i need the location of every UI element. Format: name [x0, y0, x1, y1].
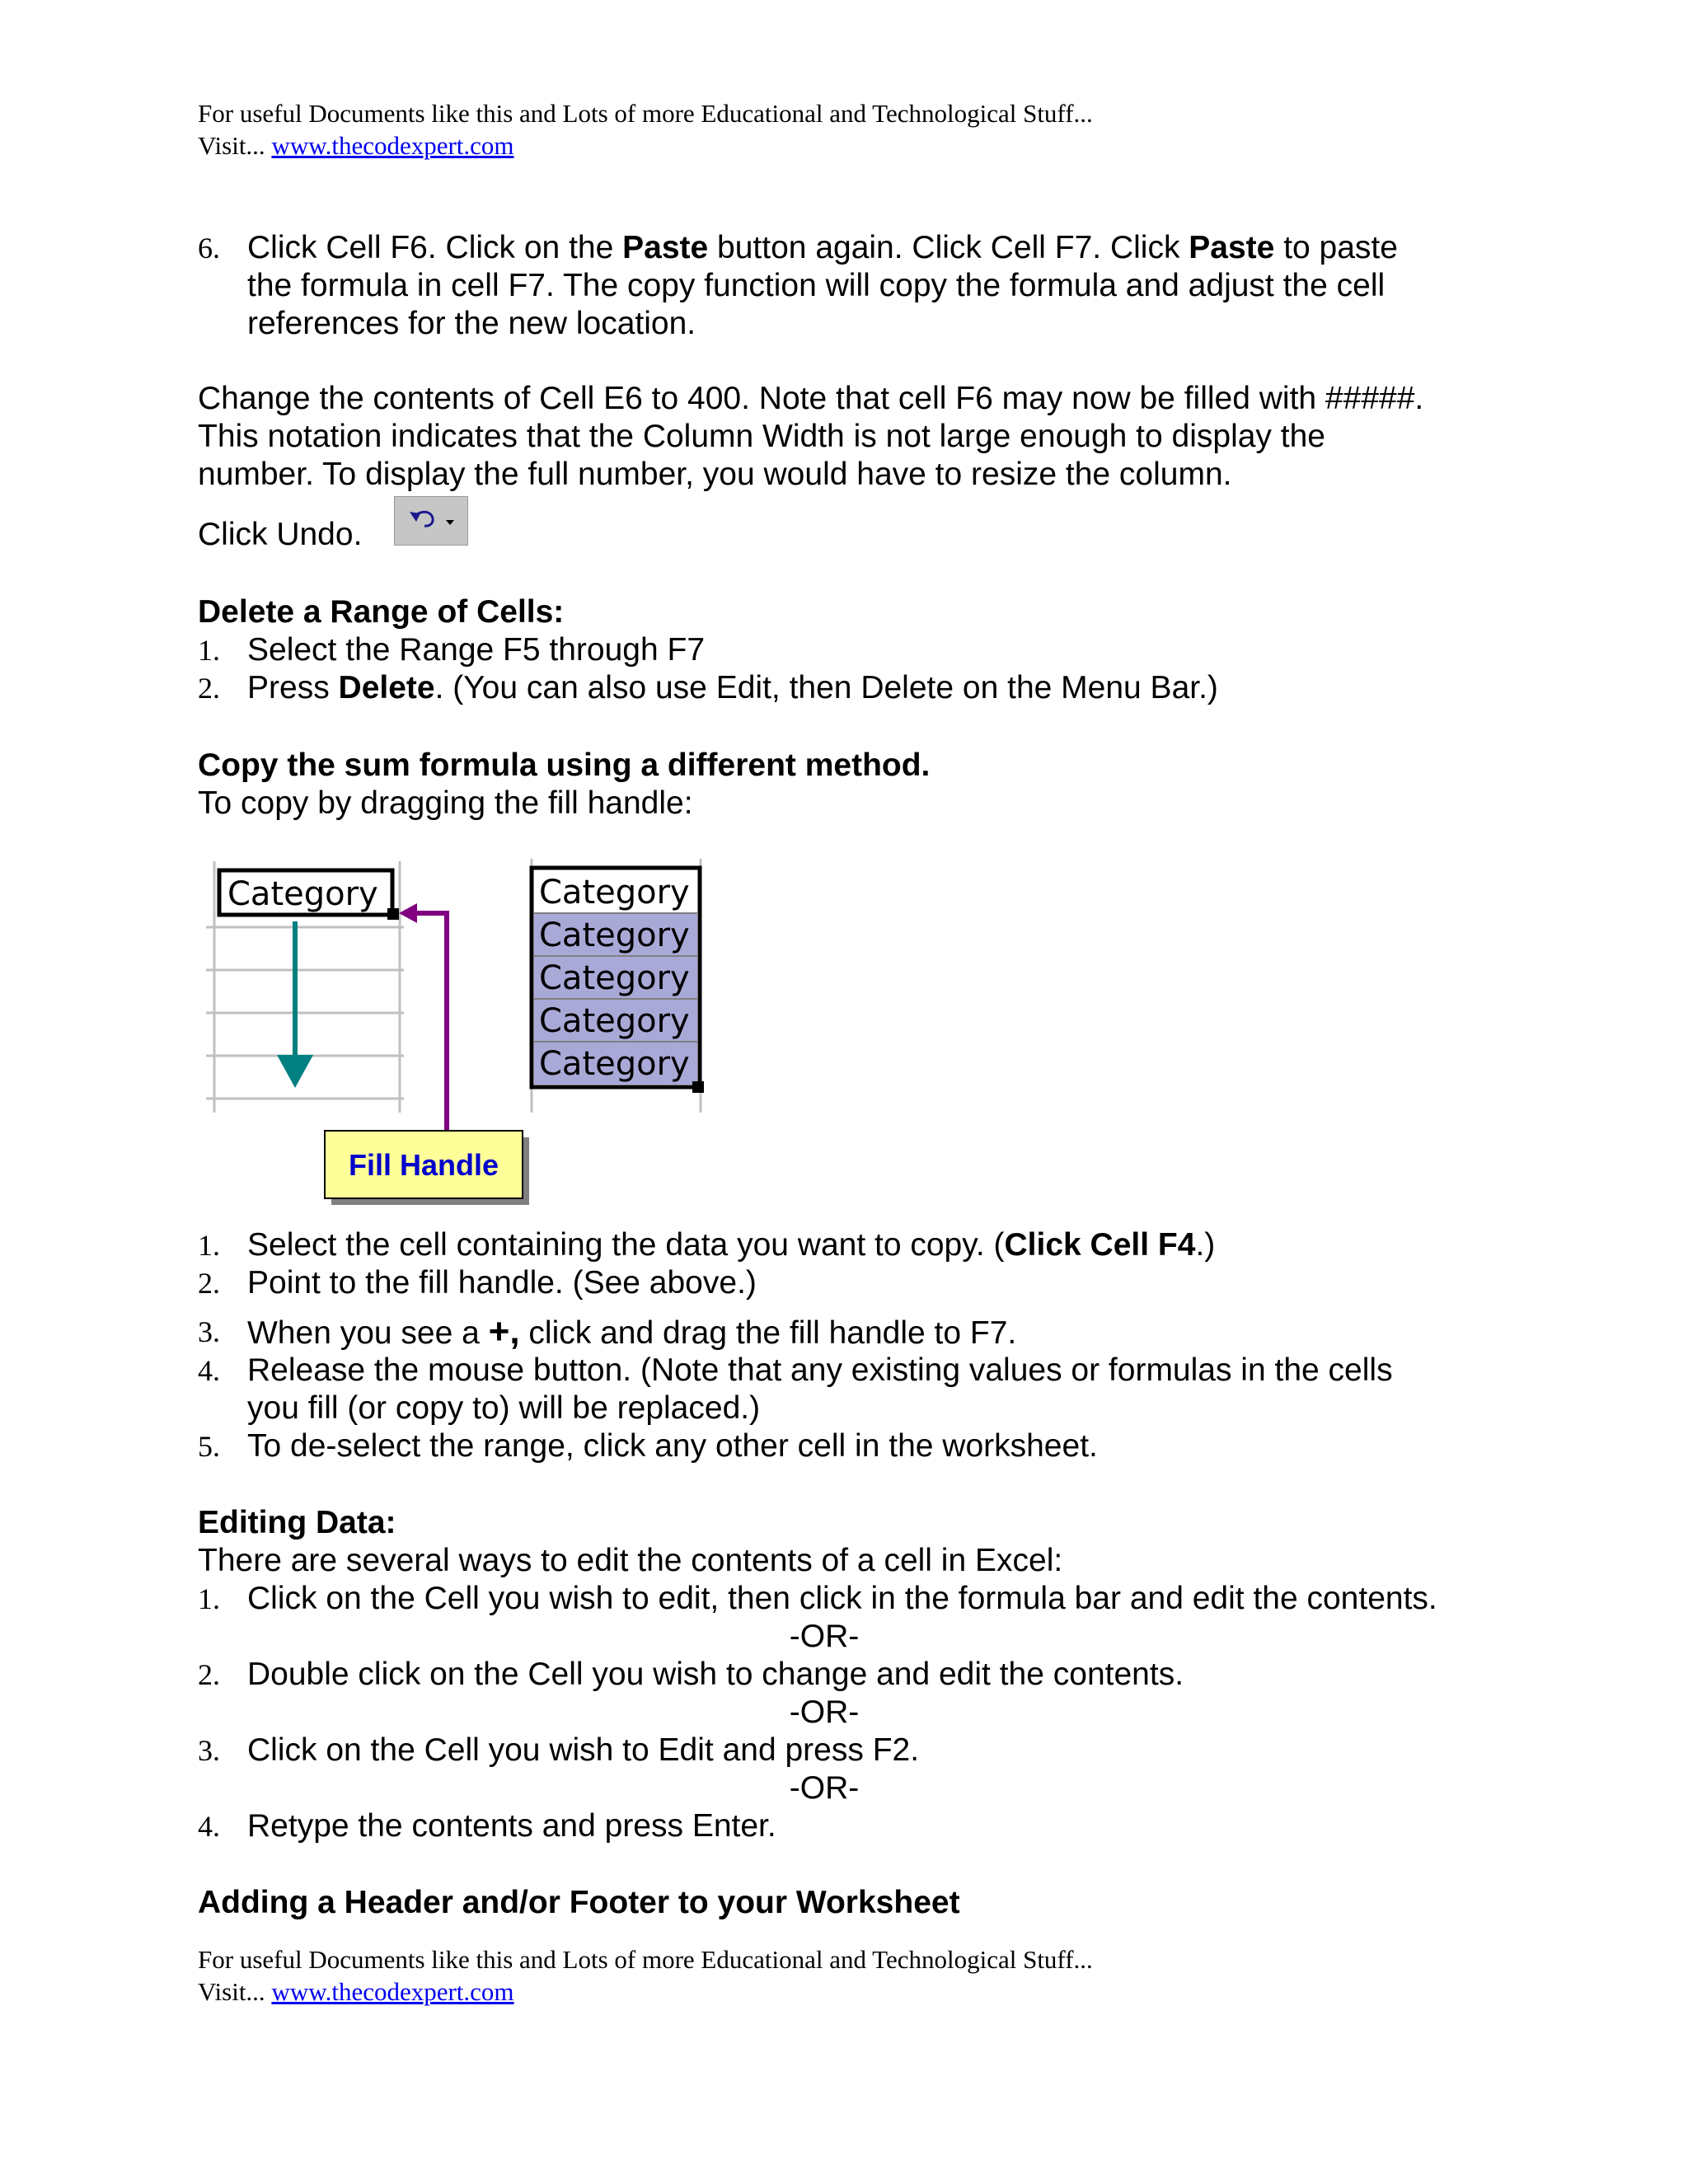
delete-heading: Delete a Range of Cells: [198, 594, 565, 630]
filled-cell-text: Category [539, 874, 690, 912]
fill-step3-part: When you see a [247, 1315, 489, 1351]
or-separator: -OR- [789, 1770, 860, 1806]
fill-handle-marker [387, 908, 399, 920]
delete-step2-number: 2. [198, 672, 220, 705]
fill-step5-number: 5. [198, 1430, 220, 1463]
fill-step3-part: click and drag the fill handle to F7. [519, 1315, 1017, 1351]
filled-cell-text: Category [539, 959, 690, 997]
undo-icon [395, 497, 467, 545]
step6-line1 [247, 229, 1398, 267]
fill-step3-text [247, 1313, 1016, 1352]
footer-line: For useful Documents like this and Lots of more Educational and Technological Stuff... [198, 1945, 1093, 1974]
step6-text: button again. Click Cell F7. Click [708, 230, 1189, 265]
delete-step2-part: . (You can also use Edit, then Delete on the Menu Bar.) [434, 670, 1218, 705]
step6-text: to paste [1274, 230, 1398, 265]
header-visit-line [198, 129, 1093, 162]
footer-visit-line [198, 1975, 1093, 2008]
edit-step1-text: Click on the Cell you wish to edit, then click in the formula bar and edit the contents. [247, 1581, 1437, 1616]
fill-step4-line1: Release the mouse button. (Note that any existing values or formulas in the cells [247, 1352, 1393, 1388]
page-footer [198, 1943, 1093, 2008]
fill-step4-line2: you fill (or copy to) will be replaced.) [247, 1390, 761, 1426]
delete-step1-number: 1. [198, 634, 220, 667]
fill-handle-illustration [198, 849, 734, 1212]
filled-cell-text: Category [539, 1045, 690, 1083]
chevron-down-icon [446, 520, 454, 525]
footer-visit-label: Visit... [198, 1977, 265, 2006]
filled-cell-text: Category [539, 916, 690, 954]
page-header [198, 97, 1093, 162]
edit-step3-number: 3. [198, 1734, 220, 1767]
plus-cursor-symbol: +, [488, 1311, 520, 1352]
or-separator: -OR- [789, 1619, 860, 1654]
change-para-line2: This notation indicates that the Column Width is not large enough to display the [198, 419, 1325, 454]
fill-step1-text [247, 1226, 1215, 1264]
edit-step4-text: Retype the contents and press Enter. [247, 1808, 776, 1844]
header-footer-heading: Adding a Header and/or Footer to your Worksheet [198, 1885, 960, 1920]
edit-step1-number: 1. [198, 1582, 220, 1615]
edit-step2-number: 2. [198, 1658, 220, 1691]
delete-step2-part: Press [247, 670, 339, 705]
filled-cell-text: Category [539, 1002, 690, 1040]
paste-keyword: Paste [1189, 230, 1275, 265]
header-visit-label: Visit... [198, 131, 265, 160]
footer-link[interactable]: www.thecodexpert.com [271, 1977, 514, 2006]
delete-step1-text: Select the Range F5 through F7 [247, 632, 706, 668]
fill-handle-marker-right [692, 1081, 704, 1093]
arrow-callout-head [399, 903, 417, 923]
arrow-down-head [277, 1055, 313, 1088]
fill-step1-part: .) [1195, 1227, 1216, 1263]
edit-step2-text: Double click on the Cell you wish to change and edit the contents. [247, 1657, 1184, 1692]
active-cell-text: Category [227, 875, 378, 913]
fill-step2-number: 2. [198, 1267, 220, 1300]
or-separator: -OR- [789, 1694, 860, 1730]
click-undo-text: Click Undo. [198, 517, 363, 552]
editing-heading: Editing Data: [198, 1505, 396, 1540]
change-para-line1: Change the contents of Cell E6 to 400. Note that cell F6 may now be filled with #####. [198, 381, 1424, 416]
fill-step3-number: 3. [198, 1315, 220, 1348]
fill-step2-text: Point to the fill handle. (See above.) [247, 1265, 757, 1301]
header-link[interactable]: www.thecodexpert.com [271, 131, 514, 160]
header-line: For useful Documents like this and Lots of more Educational and Technological Stuff... [198, 99, 1093, 128]
fill-step1-number: 1. [198, 1229, 220, 1262]
fill-step4-number: 4. [198, 1354, 220, 1387]
undo-button[interactable] [394, 496, 468, 546]
click-cell-keyword: Click Cell F4 [1004, 1227, 1196, 1263]
edit-step3-text: Click on the Cell you wish to Edit and press F2. [247, 1732, 920, 1768]
edit-step4-number: 4. [198, 1810, 220, 1843]
paste-keyword: Paste [622, 230, 709, 265]
step6-line3: references for the new location. [247, 306, 696, 341]
change-para-line3: number. To display the full number, you would have to resize the column. [198, 457, 1232, 492]
fill-step5-text: To de-select the range, click any other cell in the worksheet. [247, 1428, 1098, 1464]
delete-keyword: Delete [338, 670, 435, 705]
copy-heading: Copy the sum formula using a different method. [198, 748, 931, 783]
editing-intro: There are several ways to edit the contents of a cell in Excel: [198, 1543, 1063, 1578]
fill-handle-figure [198, 849, 734, 1216]
delete-step2-text [247, 669, 1218, 707]
fill-step1-part: Select the cell containing the data you want to copy. ( [247, 1227, 1005, 1263]
step6-text: Click Cell F6. Click on the [247, 230, 623, 265]
callout-text: Fill Handle [348, 1148, 499, 1182]
copy-subheading: To copy by dragging the fill handle: [198, 785, 693, 821]
arrow-callout [408, 913, 447, 1136]
step6-number: 6. [198, 232, 220, 265]
step6-line2: the formula in cell F7. The copy function will copy the formula and adjust the cell [247, 268, 1386, 303]
